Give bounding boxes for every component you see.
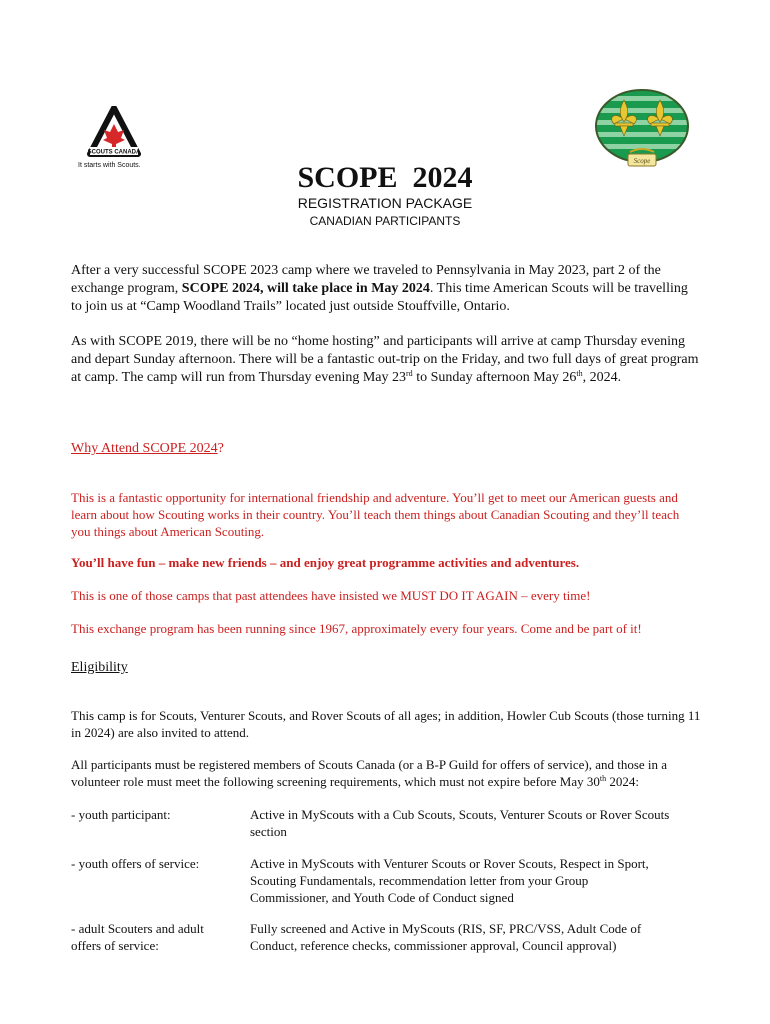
intro-p2-sup2: th [576, 369, 583, 378]
intro-p2-text-b: to Sunday afternoon May 26 [412, 370, 577, 385]
intro-p2-text-a: As with SCOPE 2019, there will be no “home hosting” and participants will arrive at camp Thursday evening and depart Sunday afternoon. There will be a fantastic out-trip on the Friday, and two full days of great program at camp. The camp will run from Thursday evening May 23 [71, 334, 699, 385]
intro-p1-bold: SCOPE 2024, will take place in May 2024 [181, 281, 430, 296]
intro-p1-text-a: After a very successful SCOPE 2023 camp where we traveled to Pennsylvania in May 2023, part 2 of the exchange program, [71, 263, 661, 296]
eligibility-p2-text-b: 2024: [606, 774, 639, 789]
page-title: SCOPE 2024 [297, 161, 473, 194]
scouts-canada-text: SCOUTS CANADA [87, 149, 141, 156]
logo-tagline: It starts with Scouts. [78, 162, 141, 169]
why-attend-link[interactable]: Why Attend SCOPE 2024 [71, 441, 218, 456]
intro-p1-text-b: . This time American Scouts will be travelling to join us at “Camp Woodland Trails” located just outside Stouffville, Ontario. [71, 281, 688, 314]
eligibility-p2-sup: th [599, 774, 607, 783]
intro-p2-text-c: , 2024. [582, 370, 622, 385]
why-paragraph-2: You’ll have fun – make new friends – and enjoy great programme activities and adventures. [71, 555, 580, 570]
why-attend-heading-mark: ? [217, 441, 224, 456]
intro-paragraph-2 [71, 333, 699, 387]
requirement-value: Active in MyScouts with a Cub Scouts, Scouts, Venturer Scouts or Rover Scouts section [250, 807, 670, 839]
intro-paragraph-1 [71, 262, 699, 316]
requirement-label: - youth participant: [71, 807, 171, 822]
requirement-label: - youth offers of service: [71, 856, 200, 871]
why-paragraph-1: This is a fantastic opportunity for international friendship and adventure. You’ll get to meet our American guests and learn about how Scouting works in their country. You’ll teach them things about Canadian Scouting and they’ll teach you things about American Scouting. [71, 490, 680, 539]
why-paragraph-3: This is one of those camps that past attendees have insisted we MUST DO IT AGAIN – every time! [71, 588, 591, 603]
eligibility-paragraph-1: This camp is for Scouts, Venturer Scouts, and Rover Scouts of all ages; in addition, Howler Cub Scouts (those turning 11 in 2024) are also invited to attend. [71, 708, 701, 740]
eligibility-paragraph-2 [71, 756, 701, 790]
requirement-value: Active in MyScouts with Venturer Scouts or Rover Scouts, Respect in Sport, Scouting Fundamentals, recommendation letter from your Group Commissioner, and Youth Code of Conduct signed [250, 856, 649, 905]
intro-p2-sup1: rd [406, 369, 413, 378]
why-attend-heading [71, 440, 699, 458]
page-subtitle: REGISTRATION PACKAGE [297, 195, 473, 211]
badge-label: Scope [633, 157, 651, 165]
requirement-label: - adult Scouters and adult offers of service: [71, 921, 204, 953]
eligibility-p2-text-a: All participants must be registered members of Scouts Canada (or a B-P Guild for offers of service), and those in a volunteer role must meet the following screening requirements, which must not expire before May 30 [71, 757, 668, 789]
requirement-value: Fully screened and Active in MyScouts (RIS, SF, PRC/VSS, Adult Code of Conduct, reference checks, commissioner approval, Council approval) [250, 921, 642, 953]
why-paragraph-4: This exchange program has been running since 1967, approximately every four years. Come and be part of it! [71, 621, 642, 636]
page-subtitle-secondary: CANADIAN PARTICIPANTS [309, 214, 461, 228]
eligibility-heading: Eligibility [71, 660, 128, 675]
